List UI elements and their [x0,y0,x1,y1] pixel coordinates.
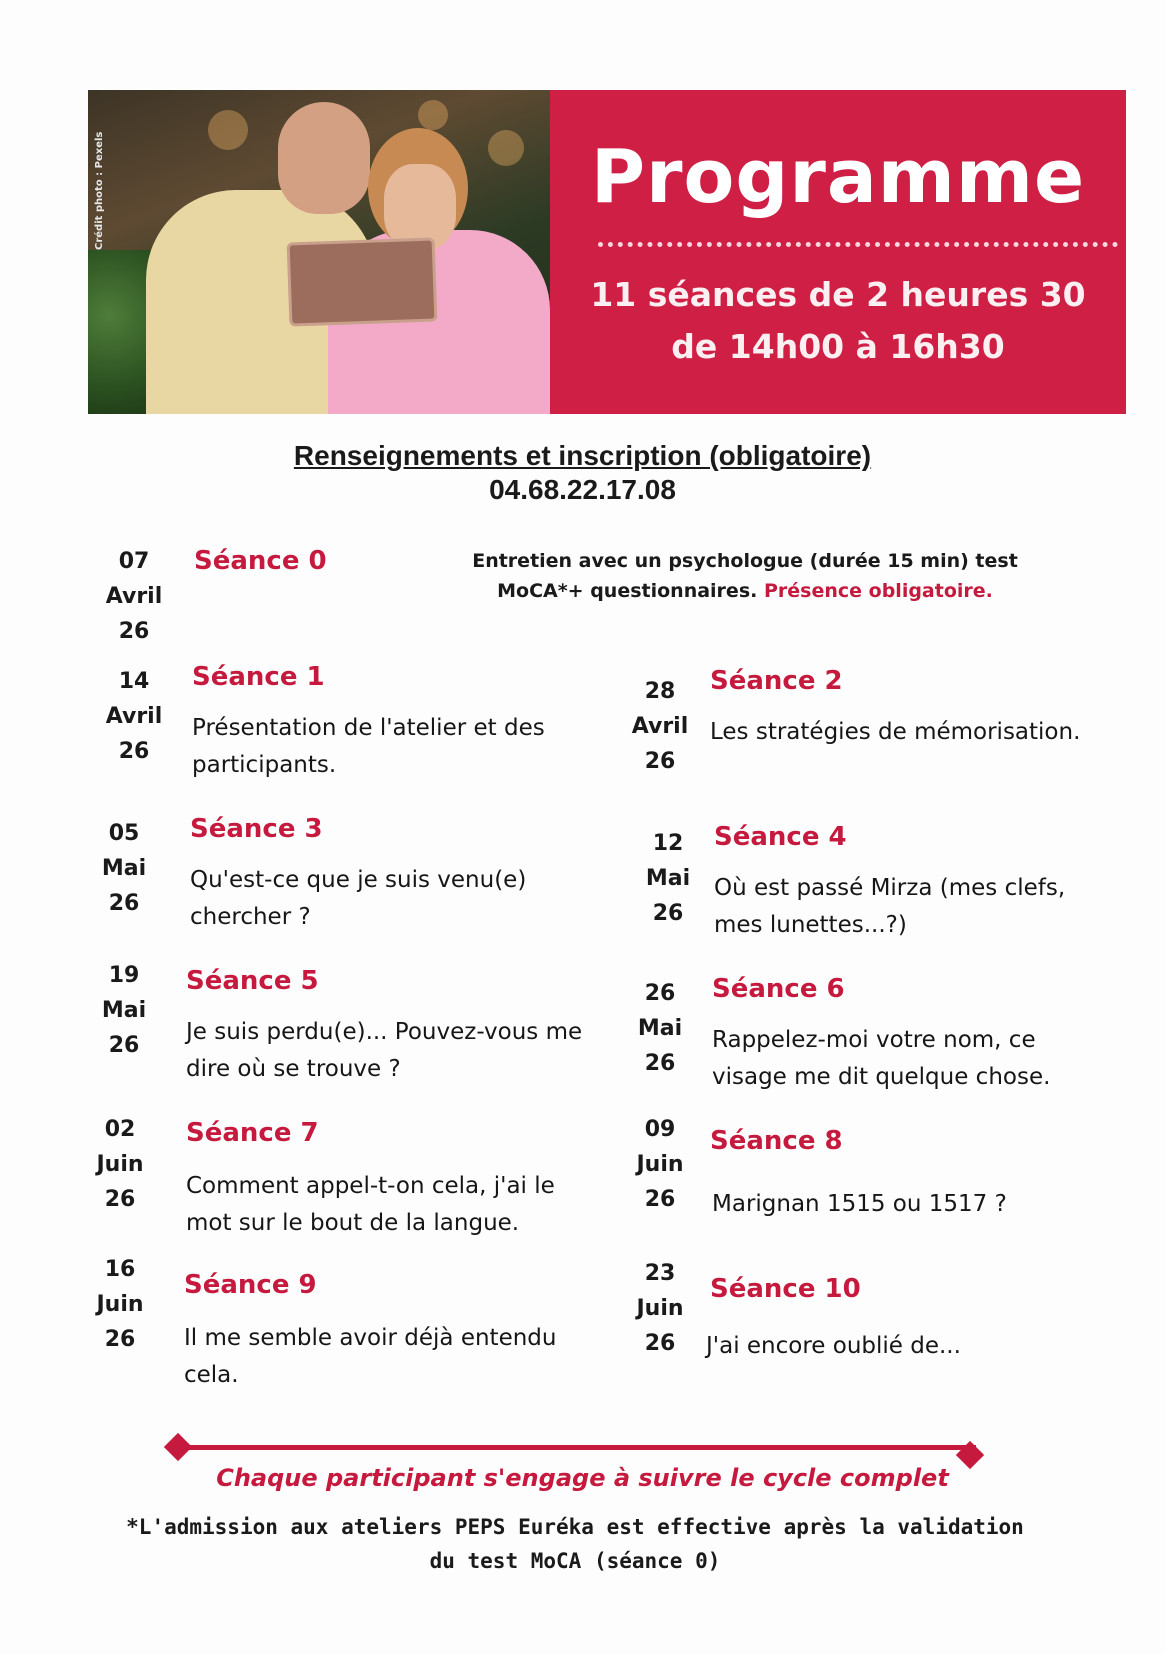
date-day: 02 [104,1117,136,1142]
session-description: Où est passé Mirza (mes clefs, mes lunettes...?) [714,875,1066,938]
date-year: 26 [108,1033,140,1058]
session-description: Rappelez-moi votre nom, ce visage me dit quelque chose. [712,1027,1051,1090]
session-title: Séance 0 [194,546,327,576]
date-day: 23 [644,1261,676,1286]
session-description: Marignan 1515 ou 1517 ? [712,1191,1007,1217]
session-title: Séance 8 [710,1126,843,1156]
date-day: 14 [118,669,150,694]
session-title: Séance 4 [714,822,847,852]
session-description: Qu'est-ce que je suis venu(e) chercher ? [190,867,527,930]
session-date [94,664,174,769]
session-date [80,1112,160,1217]
date-day: 09 [644,1117,676,1142]
photo-bokeh [488,130,524,166]
date-month: Avril [105,704,163,729]
date-month: Juin [636,1296,684,1321]
date-month: Avril [105,584,163,609]
photo-man-head [278,102,370,214]
contact-label: Renseignements et inscription (obligatoire) [293,440,872,471]
date-day: 07 [118,549,150,574]
session-description: Je suis perdu(e)... Pouvez-vous me dire où se trouve ? [186,1019,583,1082]
session-description: Comment appel-t-on cela, j'ai le mot sur le bout de la langue. [186,1173,555,1236]
contact-phone: 04.68.22.17.08 [489,474,676,505]
photo-credit: Crédit photo : Pexels [94,131,105,250]
header-banner [88,90,1126,414]
date-month: Mai [101,998,147,1023]
date-year: 26 [652,901,684,926]
date-day: 26 [644,981,676,1006]
date-month: Avril [631,714,689,739]
footer-divider [168,1445,976,1450]
date-day: 12 [652,831,684,856]
session-date [94,544,174,649]
session-description: Présentation de l'atelier et des participants. [192,715,545,778]
session-date [620,976,700,1081]
header-photo [88,90,550,414]
date-month: Juin [96,1292,144,1317]
date-day: 19 [108,963,140,988]
session-title: Séance 10 [710,1274,861,1304]
date-month: Mai [637,1016,683,1041]
date-year: 26 [118,739,150,764]
contact-info [0,440,1165,506]
session-date [620,1112,700,1217]
commitment-text: Chaque participant s'engage à suivre le cycle complet [216,1464,949,1492]
admission-note: *L'admission aux ateliers PEPS Euréka est effective après la validation du test MoCA (séance 0) [126,1515,1024,1573]
date-month: Juin [636,1152,684,1177]
session-description: Les stratégies de mémorisation. [710,719,1081,745]
photo-bokeh [208,110,248,150]
date-year: 26 [104,1327,136,1352]
session-date [620,674,700,779]
date-year: 26 [644,1187,676,1212]
session-date [628,826,708,931]
session-title: Séance 7 [186,1118,319,1148]
session-required-note: Présence obligatoire. [763,580,993,602]
date-day: 28 [644,679,676,704]
date-year: 26 [118,619,150,644]
session-title: Séance 3 [190,814,323,844]
date-year: 26 [104,1187,136,1212]
session-description: Il me semble avoir déjà entendu cela. [184,1325,557,1388]
subtitle-line-1: 11 séances de 2 heures 30 [590,275,1086,314]
session-date [620,1256,700,1361]
session-description [430,546,1060,606]
divider-diamond-left [164,1433,192,1461]
date-month: Juin [96,1152,144,1177]
date-year: 26 [644,1331,676,1356]
photo-tablet [287,237,438,326]
subtitle-line-2: de 14h00 à 16h30 [671,327,1005,366]
session-date [80,1252,160,1357]
title-box [550,90,1126,414]
date-year: 26 [108,891,140,916]
dotted-divider [598,242,1118,247]
date-day: 16 [104,1257,136,1282]
session-title: Séance 9 [184,1270,317,1300]
page-title: Programme [590,134,1086,220]
session-title: Séance 6 [712,974,845,1004]
session-title: Séance 2 [710,666,843,696]
session-description: J'ai encore oublié de... [706,1333,961,1359]
session-date [84,816,164,921]
date-year: 26 [644,749,676,774]
session-title: Séance 1 [192,662,325,692]
session-description-text: Entretien avec un psychologue (durée 15 min) test MoCA*+ questionnaires. [472,550,1018,602]
date-year: 26 [644,1051,676,1076]
date-month: Mai [101,856,147,881]
date-month: Mai [645,866,691,891]
session-title: Séance 5 [186,966,319,996]
photo-bokeh [418,100,448,130]
date-day: 05 [108,821,140,846]
session-date [84,958,164,1063]
